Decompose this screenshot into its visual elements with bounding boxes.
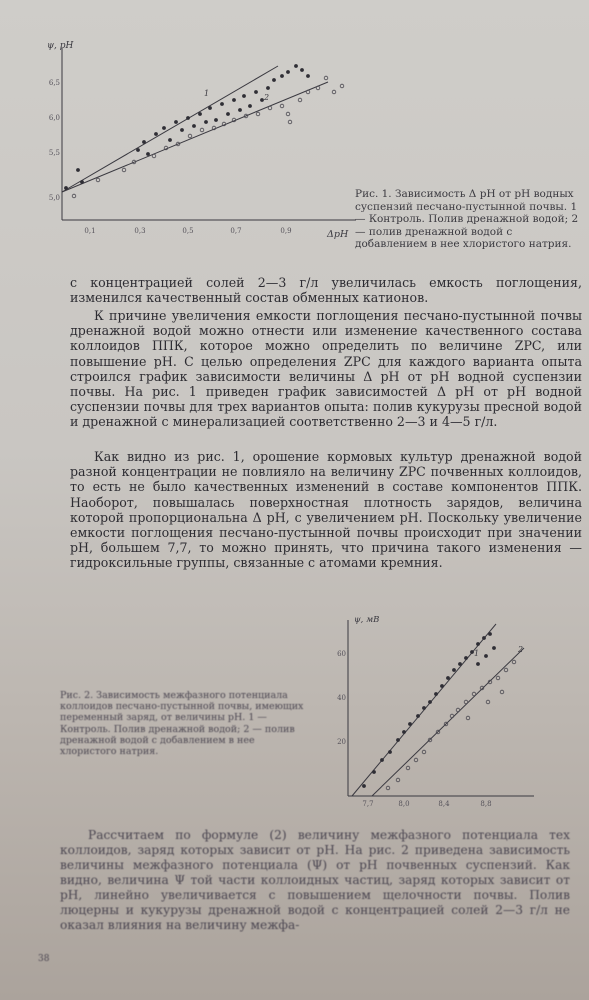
- filled-point: [434, 692, 438, 696]
- filled-point: [300, 68, 304, 72]
- page-number: 38: [38, 954, 50, 964]
- figure-1-xtick: 0,9: [280, 227, 292, 235]
- open-point: [422, 750, 426, 754]
- filled-point: [446, 676, 450, 680]
- filled-point: [272, 78, 276, 82]
- filled-point: [80, 180, 84, 184]
- filled-point: [220, 102, 224, 106]
- filled-point: [204, 120, 208, 124]
- figure-1-xtick: 0,7: [230, 227, 242, 235]
- open-point: [256, 112, 260, 116]
- filled-point: [180, 128, 184, 132]
- filled-point: [488, 632, 492, 636]
- filled-point: [452, 668, 456, 672]
- figure-1-line-2: [62, 82, 328, 192]
- filled-point: [232, 98, 236, 102]
- open-point: [340, 84, 344, 88]
- filled-point: [428, 700, 432, 704]
- figure-1-line-label: 1: [204, 89, 210, 98]
- open-point: [450, 714, 454, 718]
- filled-point: [458, 662, 462, 666]
- filled-point: [280, 74, 284, 78]
- open-point: [386, 786, 390, 790]
- open-point: [298, 98, 302, 102]
- filled-point: [242, 94, 246, 98]
- figure-1-ytick: 6,5: [48, 79, 60, 87]
- open-point: [512, 660, 516, 664]
- open-point: [406, 766, 410, 770]
- filled-point: [470, 650, 474, 654]
- open-point: [288, 120, 292, 124]
- filled-point: [186, 116, 190, 120]
- figure-1-ytick: 5,5: [48, 149, 60, 157]
- open-point: [396, 778, 400, 782]
- figure-2-line-label: 2: [518, 645, 524, 654]
- filled-point: [416, 714, 420, 718]
- filled-point: [362, 784, 366, 788]
- open-point: [280, 104, 284, 108]
- filled-point: [294, 64, 298, 68]
- figure-1-line-1: [62, 66, 278, 192]
- open-point: [414, 758, 418, 762]
- filled-point: [238, 108, 242, 112]
- figure-1-ytick: 6,0: [48, 114, 60, 122]
- filled-point: [214, 118, 218, 122]
- filled-point: [396, 738, 400, 742]
- filled-point: [146, 152, 150, 156]
- figure-2-line-2: [372, 648, 524, 796]
- filled-point: [142, 140, 146, 144]
- figure-1-xtick: 0,3: [134, 227, 146, 235]
- figure-1-plot: [38, 30, 363, 245]
- filled-point: [162, 126, 166, 130]
- figure-1-ylabel: ψ, рН: [47, 41, 74, 51]
- filled-point: [248, 104, 252, 108]
- open-point: [504, 668, 508, 672]
- figure-2-xtick: 8,8: [480, 800, 492, 808]
- filled-point: [402, 730, 406, 734]
- filled-point: [64, 186, 68, 190]
- filled-point: [192, 124, 196, 128]
- figure-2-plot: [318, 612, 536, 812]
- filled-point: [464, 656, 468, 660]
- paragraph: с концентрацией солей 2—3 г/л увеличилась емкость поглощения, изменился качественный состав обменных катионов.: [70, 275, 582, 306]
- filled-point: [484, 654, 488, 658]
- figure-2-ylabel: ψ, мВ: [354, 615, 380, 625]
- figure-1-line-label: 2: [264, 93, 270, 102]
- figure-2-xtick: 7,7: [362, 800, 374, 808]
- open-point: [464, 700, 468, 704]
- filled-point: [286, 70, 290, 74]
- open-point: [472, 692, 476, 696]
- filled-point: [266, 86, 270, 90]
- open-point: [486, 700, 490, 704]
- filled-point: [198, 112, 202, 116]
- filled-point: [440, 684, 444, 688]
- filled-point: [380, 758, 384, 762]
- figure-2-line-label: 1: [474, 649, 480, 658]
- filled-point: [76, 168, 80, 172]
- figure-2: [318, 612, 536, 812]
- open-point: [466, 716, 470, 720]
- open-point: [188, 134, 192, 138]
- paragraph: К причине увеличения емкости поглощения песчано-пустынной почвы дренажной водой можно отнести или изменение качественного состава коллоидов ППК, которое можно определить по величине ZPC, или повышение рН. С целью определения ZPC для каждого варианта опыта строился график зависимости величины Δ рН от рН водной суспензии почвы. На рис. 1 приведен график зависимостей Δ рН от рН водной суспензии почвы для трех вариантов опыта: полив кукурузы пресной водой и дренажной с минерализацией соответственно 2—3 и 4—5 г/л.: [70, 308, 582, 430]
- filled-point: [154, 132, 158, 136]
- filled-point: [306, 74, 310, 78]
- open-point: [96, 178, 100, 182]
- figure-2-ytick: 60: [337, 650, 346, 658]
- open-point: [332, 90, 336, 94]
- figure-2-caption: Рис. 2. Зависимость межфазного потенциала коллоидов песчано-пустынной почвы, имеющих переменный заряд, от величины рН. 1 — Контроль. Полив дренажной водой; 2 — полив дренажной водой с добавлением в нее хлористого натрия.: [60, 690, 304, 758]
- open-point: [496, 676, 500, 680]
- open-point: [72, 194, 76, 198]
- filled-point: [476, 662, 480, 666]
- filled-point: [492, 646, 496, 650]
- figure-1-xtick: 0,1: [84, 227, 96, 235]
- open-point: [500, 690, 504, 694]
- figure-1: [38, 30, 363, 245]
- open-point: [456, 708, 460, 712]
- figure-2-ytick: 20: [337, 738, 346, 746]
- figure-2-xtick: 8,0: [398, 800, 410, 808]
- figure-1-ytick: 5,0: [48, 194, 60, 202]
- open-point: [122, 168, 126, 172]
- filled-point: [476, 642, 480, 646]
- figure-1-xlabel: ΔpH: [327, 229, 349, 240]
- open-point: [268, 106, 272, 110]
- bottom-paragraph: Рассчитаем по формуле (2) величину межфазного потенциала тех коллоидов, заряд которых зависит от рН. На рис. 2 приведена зависимость величины межфазного потенциала (Ψ) от рН почвенных суспензий. Как видно, величина Ψ той части коллоидных частиц, заряд которых зависит от рН, линейно увеличивается с повышением щелочности почвы. Полив люцерны и кукурузы дренажной водой с концентрацией солей 2—3 г/л не оказал влияния на величину межфа-: [60, 828, 570, 932]
- open-point: [286, 112, 290, 116]
- filled-point: [482, 636, 486, 640]
- open-point: [152, 154, 156, 158]
- figure-2-ytick: 40: [337, 694, 346, 702]
- filled-point: [208, 106, 212, 110]
- filled-point: [372, 770, 376, 774]
- filled-point: [408, 722, 412, 726]
- open-point: [200, 128, 204, 132]
- paragraph: Как видно из рис. 1, орошение кормовых культур дренажной водой разной концентрации не повлияло на величину ZPC почвенных коллоидов, то есть не было качественных изменений в составе компонентов ППК. Наоборот, повышалась поверхностная плотность зарядов, величина которой пропорциональна Δ рН, с увеличением рН. Поскольку увеличение емкости поглощения песчано-пустынной почвы происходит при значении рН, большем 7,7, то можно принять, что причина такого изменения — гидроксильные группы, связанные с атомами кремния.: [70, 449, 582, 571]
- filled-point: [174, 120, 178, 124]
- figure-1-caption: Рис. 1. Зависимость Δ рН от рН водных суспензий песчано-пустынной почвы. 1 — Контроль. Полив дренажной водой; 2 — полив дренажной водой с добавлением в нее хлористого натрия.: [355, 188, 579, 250]
- filled-point: [260, 98, 264, 102]
- open-point: [316, 86, 320, 90]
- filled-point: [422, 706, 426, 710]
- open-point: [324, 76, 328, 80]
- filled-point: [388, 750, 392, 754]
- figure-1-xtick: 0,5: [182, 227, 194, 235]
- filled-point: [254, 90, 258, 94]
- filled-point: [168, 138, 172, 142]
- filled-point: [136, 148, 140, 152]
- figure-2-xtick: 8,4: [438, 800, 450, 808]
- filled-point: [226, 112, 230, 116]
